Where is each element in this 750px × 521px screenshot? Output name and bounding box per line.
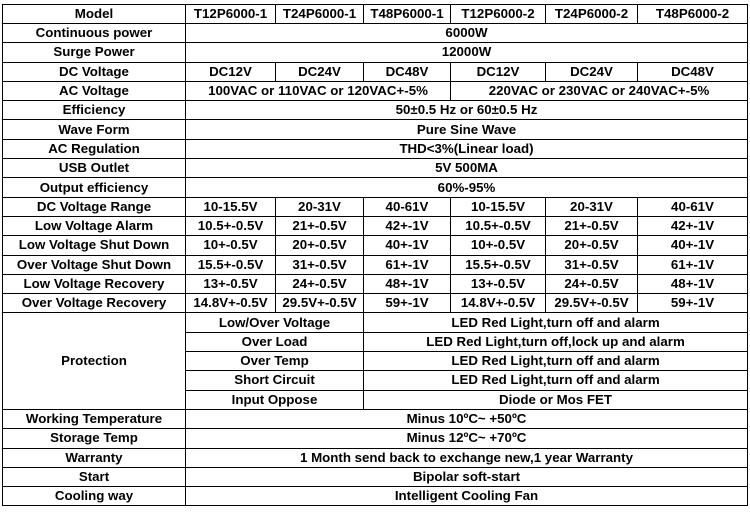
cell-value: 100VAC or 110VAC or 120VAC+-5%	[186, 81, 451, 100]
row-dc-voltage	[3, 62, 748, 81]
cell-value: Minus 12ºC~ +70ºC	[186, 429, 748, 448]
cell-value: 20-31V	[546, 197, 638, 216]
cell-value: DC48V	[364, 62, 451, 81]
row-over-voltage-shutdown	[3, 255, 748, 274]
protection-item-value: LED Red Light,turn off and alarm	[364, 352, 748, 371]
model-name: T12P6000-2	[451, 5, 546, 24]
row-warranty	[3, 448, 748, 467]
cell-value: 10+-0.5V	[451, 236, 546, 255]
row-label: DC Voltage	[3, 62, 186, 81]
cell-value: DC24V	[276, 62, 364, 81]
cell-value: 59+-1V	[638, 294, 748, 313]
model-name: T12P6000-1	[186, 5, 276, 24]
cell-value: Intelligent Cooling Fan	[186, 487, 748, 506]
row-label: Start	[3, 467, 186, 486]
cell-value: 14.8V+-0.5V	[451, 294, 546, 313]
cell-value: 10.5+-0.5V	[186, 216, 276, 235]
cell-value: THD<3%(Linear load)	[186, 139, 748, 158]
cell-value: DC24V	[546, 62, 638, 81]
cell-value: DC48V	[638, 62, 748, 81]
row-wave-form	[3, 120, 748, 139]
cell-value: 61+-1V	[364, 255, 451, 274]
spec-table	[2, 4, 748, 506]
row-label: Low Voltage Shut Down	[3, 236, 186, 255]
cell-value: Bipolar soft-start	[186, 467, 748, 486]
model-name: T24P6000-1	[276, 5, 364, 24]
row-label: Wave Form	[3, 120, 186, 139]
cell-value: DC12V	[186, 62, 276, 81]
cell-value: 15.5+-0.5V	[186, 255, 276, 274]
row-low-voltage-recovery	[3, 274, 748, 293]
row-label: Protection	[3, 313, 186, 409]
cell-value: 13+-0.5V	[186, 274, 276, 293]
protection-item-name: Over Load	[186, 332, 364, 351]
cell-value: 14.8V+-0.5V	[186, 294, 276, 313]
cell-value: 5V 500MA	[186, 159, 748, 178]
protection-item-name: Input Oppose	[186, 390, 364, 409]
cell-value: 20-31V	[276, 197, 364, 216]
cell-value: 40-61V	[364, 197, 451, 216]
row-label: AC Regulation	[3, 139, 186, 158]
cell-value: 29.5V+-0.5V	[276, 294, 364, 313]
model-name: T24P6000-2	[546, 5, 638, 24]
cell-value: 20+-0.5V	[546, 236, 638, 255]
cell-value: 12000W	[186, 43, 748, 62]
row-ac-voltage	[3, 81, 748, 100]
cell-value: 220VAC or 230VAC or 240VAC+-5%	[451, 81, 748, 100]
row-label: Continuous power	[3, 24, 186, 43]
row-label: Warranty	[3, 448, 186, 467]
cell-value: 24+-0.5V	[546, 274, 638, 293]
row-label: Low Voltage Recovery	[3, 274, 186, 293]
cell-value: 10-15.5V	[186, 197, 276, 216]
row-label: Working Temperature	[3, 409, 186, 428]
cell-value: DC12V	[451, 62, 546, 81]
row-protection	[3, 313, 748, 332]
row-label: Model	[3, 5, 186, 24]
protection-item-value: Diode or Mos FET	[364, 390, 748, 409]
cell-value: 31+-0.5V	[546, 255, 638, 274]
row-dc-voltage-range	[3, 197, 748, 216]
row-cooling-way	[3, 487, 748, 506]
cell-value: 21+-0.5V	[276, 216, 364, 235]
row-label: AC Voltage	[3, 81, 186, 100]
row-continuous-power	[3, 24, 748, 43]
cell-value: 42+-1V	[364, 216, 451, 235]
cell-value: 29.5V+-0.5V	[546, 294, 638, 313]
cell-value: 13+-0.5V	[451, 274, 546, 293]
cell-value: 61+-1V	[638, 255, 748, 274]
row-output-efficiency	[3, 178, 748, 197]
cell-value: 10.5+-0.5V	[451, 216, 546, 235]
cell-value: 15.5+-0.5V	[451, 255, 546, 274]
cell-value: 10+-0.5V	[186, 236, 276, 255]
row-usb-outlet	[3, 159, 748, 178]
cell-value: 31+-0.5V	[276, 255, 364, 274]
cell-value: 42+-1V	[638, 216, 748, 235]
protection-item-name: Low/Over Voltage	[186, 313, 364, 332]
row-label: Over Voltage Recovery	[3, 294, 186, 313]
row-label: Cooling way	[3, 487, 186, 506]
row-model	[3, 5, 748, 24]
protection-item-value: LED Red Light,turn off and alarm	[364, 371, 748, 390]
cell-value: 20+-0.5V	[276, 236, 364, 255]
protection-item-value: LED Red Light,turn off,lock up and alarm	[364, 332, 748, 351]
row-label: DC Voltage Range	[3, 197, 186, 216]
row-label: Surge Power	[3, 43, 186, 62]
cell-value: Minus 10ºC~ +50ºC	[186, 409, 748, 428]
cell-value: 48+-1V	[364, 274, 451, 293]
cell-value: 21+-0.5V	[546, 216, 638, 235]
cell-value: 50±0.5 Hz or 60±0.5 Hz	[186, 101, 748, 120]
cell-value: 1 Month send back to exchange new,1 year Warranty	[186, 448, 748, 467]
cell-value: 59+-1V	[364, 294, 451, 313]
cell-value: 10-15.5V	[451, 197, 546, 216]
cell-value: 60%-95%	[186, 178, 748, 197]
row-efficiency	[3, 101, 748, 120]
row-label: Low Voltage Alarm	[3, 216, 186, 235]
model-name: T48P6000-2	[638, 5, 748, 24]
row-label: Output efficiency	[3, 178, 186, 197]
protection-item-value: LED Red Light,turn off and alarm	[364, 313, 748, 332]
cell-value: 6000W	[186, 24, 748, 43]
cell-value: 40+-1V	[638, 236, 748, 255]
row-working-temperature	[3, 409, 748, 428]
cell-value: 24+-0.5V	[276, 274, 364, 293]
row-label: USB Outlet	[3, 159, 186, 178]
row-storage-temp	[3, 429, 748, 448]
cell-value: 48+-1V	[638, 274, 748, 293]
row-start	[3, 467, 748, 486]
row-label: Over Voltage Shut Down	[3, 255, 186, 274]
row-low-voltage-alarm	[3, 216, 748, 235]
cell-value: Pure Sine Wave	[186, 120, 748, 139]
row-over-voltage-recovery	[3, 294, 748, 313]
protection-item-name: Over Temp	[186, 352, 364, 371]
cell-value: 40-61V	[638, 197, 748, 216]
row-ac-regulation	[3, 139, 748, 158]
row-low-voltage-shutdown	[3, 236, 748, 255]
row-label: Storage Temp	[3, 429, 186, 448]
protection-item-name: Short Circuit	[186, 371, 364, 390]
model-name: T48P6000-1	[364, 5, 451, 24]
row-label: Efficiency	[3, 101, 186, 120]
row-surge-power	[3, 43, 748, 62]
cell-value: 40+-1V	[364, 236, 451, 255]
